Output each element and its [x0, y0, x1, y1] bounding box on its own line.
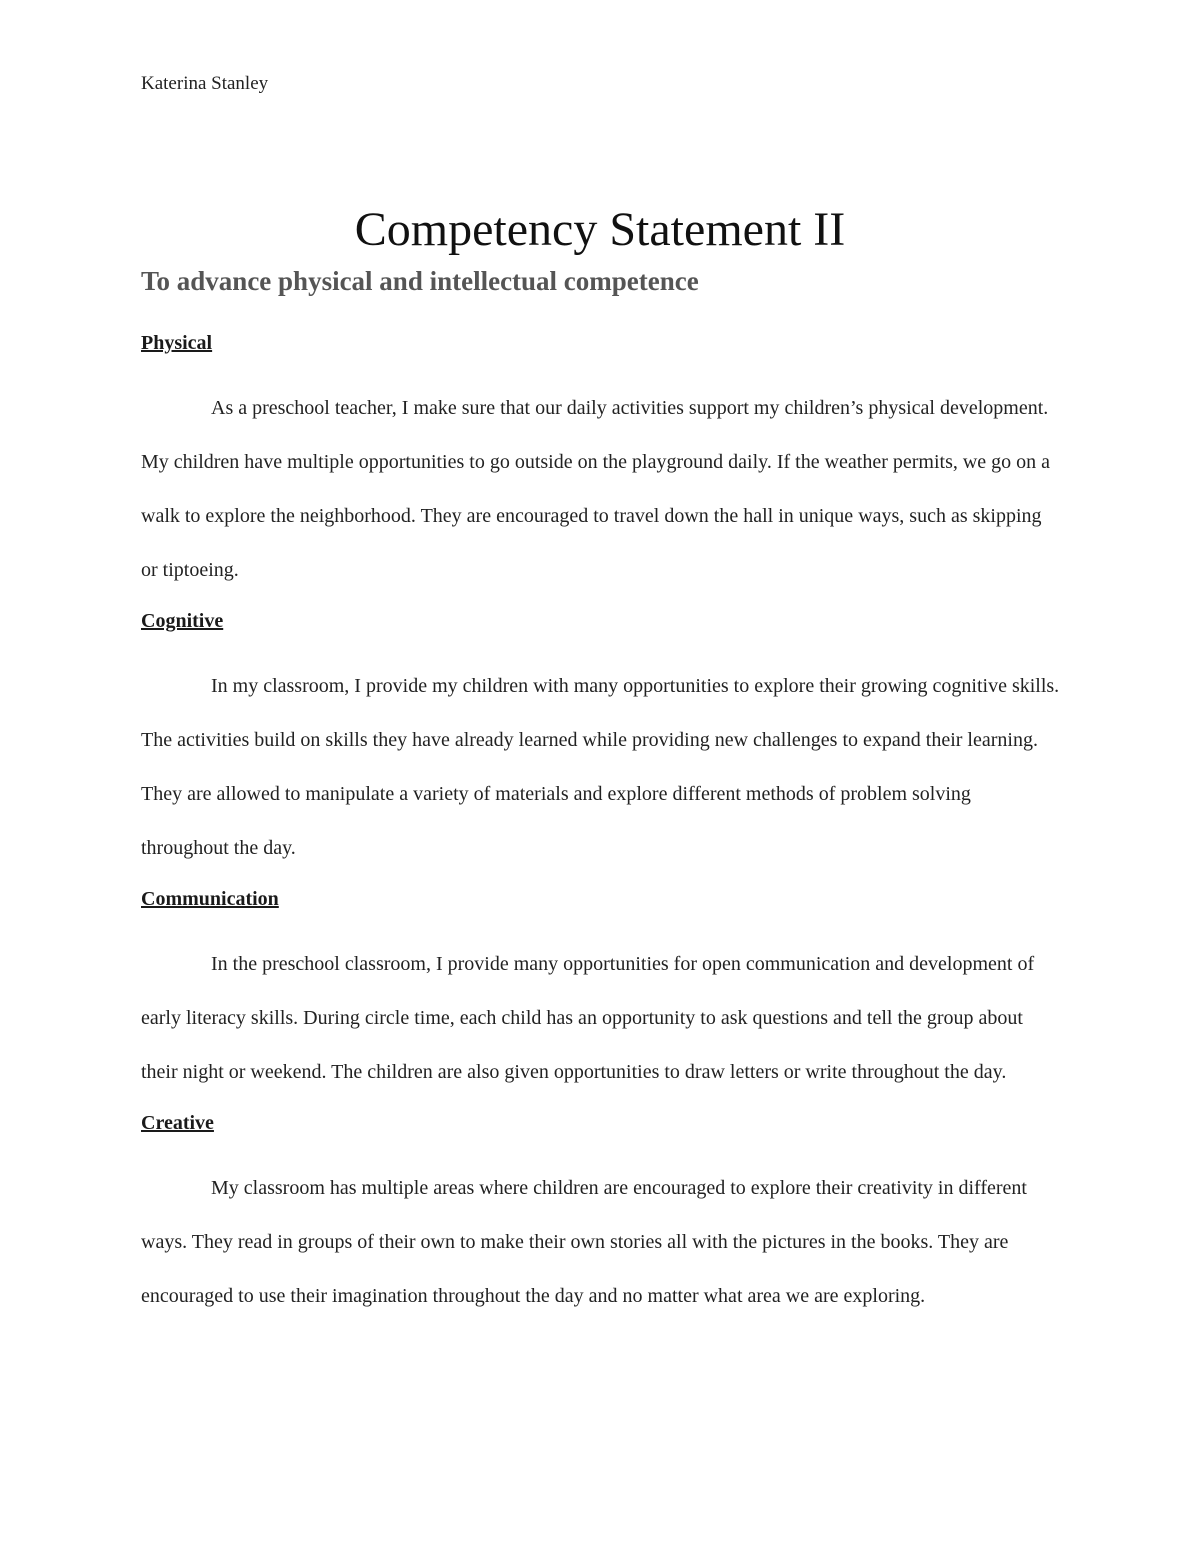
- page-subtitle: To advance physical and intellectual competence: [141, 266, 699, 296]
- section-paragraph-creative: My classroom has multiple areas where children are encouraged to explore their creativity in different ways. They read in groups of their own to make their own stories all with the pictures in the books. They are encouraged to use their imagination throughout the day and no matter what area we are exploring.: [141, 1177, 1027, 1307]
- section-heading-creative: Creative: [141, 1112, 214, 1134]
- section-creative: [141, 1107, 1061, 1323]
- section-cognitive: [141, 605, 1061, 875]
- section-communication: [141, 883, 1061, 1099]
- page-title: Competency Statement II: [354, 203, 846, 256]
- author-name: Katerina Stanley: [141, 73, 269, 94]
- section-physical: [141, 327, 1061, 597]
- section-paragraph-cognitive: In my classroom, I provide my children with many opportunities to explore their growing cognitive skills. The activities build on skills they have already learned while providing new challenges to expand their learning. They are allowed to manipulate a variety of materials and explore different methods of problem solving throughout the day.: [141, 675, 1060, 859]
- section-heading-cognitive: Cognitive: [141, 610, 224, 632]
- section-paragraph-communication: In the preschool classroom, I provide many opportunities for open communication and development of early literacy skills. During circle time, each child has an opportunity to ask questions and tell the group about their night or weekend. The children are also given opportunities to draw letters or write throughout the day.: [141, 953, 1035, 1083]
- document-body: [141, 327, 1061, 1331]
- section-heading-physical: Physical: [141, 332, 213, 354]
- section-paragraph-physical: As a preschool teacher, I make sure that our daily activities support my children’s physical development. My children have multiple opportunities to go outside on the playground daily. If the weather permits, we go on a walk to explore the neighborhood. They are encouraged to travel down the hall in unique ways, such as skipping or tiptoeing.: [141, 397, 1051, 581]
- section-heading-communication: Communication: [141, 888, 279, 910]
